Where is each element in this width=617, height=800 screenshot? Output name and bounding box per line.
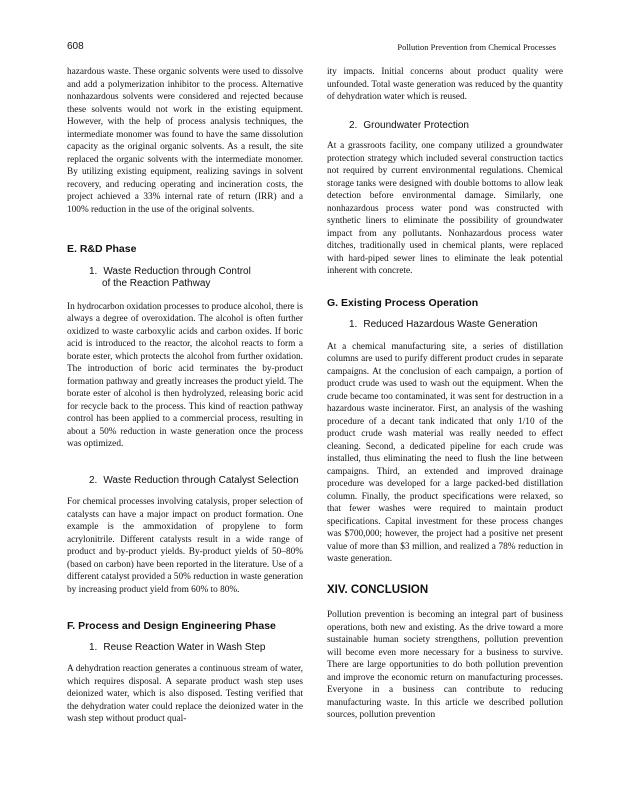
section-heading-f: F. Process and Design Engineering Phase [67, 620, 276, 632]
right-column [327, 66, 563, 722]
page-number: 608 [67, 41, 84, 52]
paragraph: Pollution prevention is becoming an integral part of business operations, both new and existing. As the drive toward a more sustainable human society strengthens, pollution prevention will become even more necessary for a business to survive. There are large opportunities to do both pollution prevention and improve the economic return on manufacturing processes. Everyone in a business can contribute to reducing manufacturing waste. In this article we described pollution sources, pollution prevention [327, 610, 563, 720]
subsection-number: 1. [89, 265, 98, 277]
paragraph: At a chemical manufacturing site, a series of distillation columns are used to purify different product crudes in separate campaigns. At the conclusion of each campaign, a portion of product crude was used to wash out the equipment. When the crude became too contaminated, it was sent for destruction in a hazardous waste incinerator. First, an analysis of the washing procedure of a decant tank indicated that only 1/10 of the product crude wash material was really needed to effect cleaning. Second, a dedicated pipeline for each crude was installed, thus eliminating the need to flush the line between campaigns. Third, an extended and improved drainage procedure was developed for a large packed-bed distillation column. Finally, the product specifications were relaxed, so that fewer washes were required to maintain product specifications. Capital investment for these process changes was $700,000; however, the project had a positive net present value of more than $3 million, and realized a 78% reduction in waste generation. [327, 341, 563, 564]
paragraph: A dehydration reaction generates a continuous stream of water, which requires disposal. A separate product wash step uses deionized water, which is also disposed. Testing verified that the dehydration water could replace the deionized water in the wash step without product qual- [67, 664, 303, 724]
section-heading-conclusion: XIV. CONCLUSION [327, 583, 429, 596]
subsection-number: 1. [349, 319, 358, 330]
paragraph: hazardous waste. These organic solvents were used to dissolve and add a polymerization inhibitor to the process. Alternative nonhazardous solvents were considered and rejected because these solvents would not work in the existing equipment. However, with the help of process analysis techniques, the intermediate monomer was found to have the same dissolution capacity as the original organic solvents. As a result, the site replaced the organic solvents with the intermediate monomer. By utilizing existing equipment, realizing savings in solvent recovery, and reducing operating and incineration costs, the project achieved a 33% internal rate of return (IRR) and a 100% reduction in the use of the original solvents. [67, 67, 303, 215]
subsection-heading-f2 [349, 120, 563, 133]
running-title: Pollution Prevention from Chemical Processes [397, 42, 556, 52]
subsection-title: Groundwater Protection [363, 119, 469, 131]
subsection-title-continued: of the Reaction Pathway [102, 278, 211, 289]
paragraph: At a grassroots facility, one company utilized a groundwater protection strategy which included several construction tactics not required by current environmental regulations. Chemical storage tanks were designed with double bottoms to allow leak detection before environmental damage. Similarly, one nonhazardous process water pond was constructed with synthetic liners to eliminate the possibility of groundwater impact from any pollutants. Nonhazardous process water ditches, traditionally used in chemical plants, were replaced with hard-piped sewer lines to eliminate the leak potential inherent with concrete. [327, 141, 563, 276]
section-heading-e: E. R&D Phase [67, 243, 137, 255]
left-column [67, 66, 303, 726]
section-heading-g: G. Existing Process Operation [327, 296, 479, 309]
subsection-heading-f1 [89, 642, 303, 655]
subsection-title: Reuse Reaction Water in Wash Step [103, 641, 266, 653]
page-header [67, 41, 556, 53]
subsection-number: 2. [89, 474, 98, 486]
subsection-heading-e1 [89, 266, 303, 291]
subsection-heading-e2 [89, 475, 303, 488]
paragraph: In hydrocarbon oxidation processes to produce alcohol, there is always a degree of overoxidation. The alcohol is often further oxidized to waste carboxylic acids and carbon oxides. If boric acid is introduced to the reactor, the alcohol reacts to form a borate ester, which protects the alcohol from further oxidation. The introduction of boric acid terminates the by-product formation pathway and greatly increases the product yield. The borate ester of alcohol is then hydrolyzed, releasing boric acid for recycle back to the process. This kind of reaction pathway control has been applied to a commercial process, resulting in about a 50% reduction in waste generation once the process was optimized. [67, 301, 303, 449]
paragraph: For chemical processes involving catalysis, proper selection of catalysts can have a major impact on product formation. One example is the ammoxidation of propylene to form acrylonitrile. Different catalysts result in a wide range of product and by-product yields. By-product yields of 50–80% (based on carbon) have been reported in the literature. Use of a different catalyst provided a 50% reduction in waste generation by increasing product yield from 60% to 80%. [67, 497, 303, 595]
subsection-title: Reduced Hazardous Waste Generation [363, 319, 538, 330]
subsection-title: Waste Reduction through Catalyst Selection [103, 474, 299, 486]
subsection-number: 2. [349, 119, 358, 131]
subsection-title: Waste Reduction through Control [103, 265, 251, 277]
subsection-heading-g1 [349, 319, 563, 332]
subsection-number: 1. [89, 641, 98, 653]
paragraph: ity impacts. Initial concerns about product quality were unfounded. Total waste generation was reduced by the quantity of dehydration water which is reused. [327, 67, 563, 102]
